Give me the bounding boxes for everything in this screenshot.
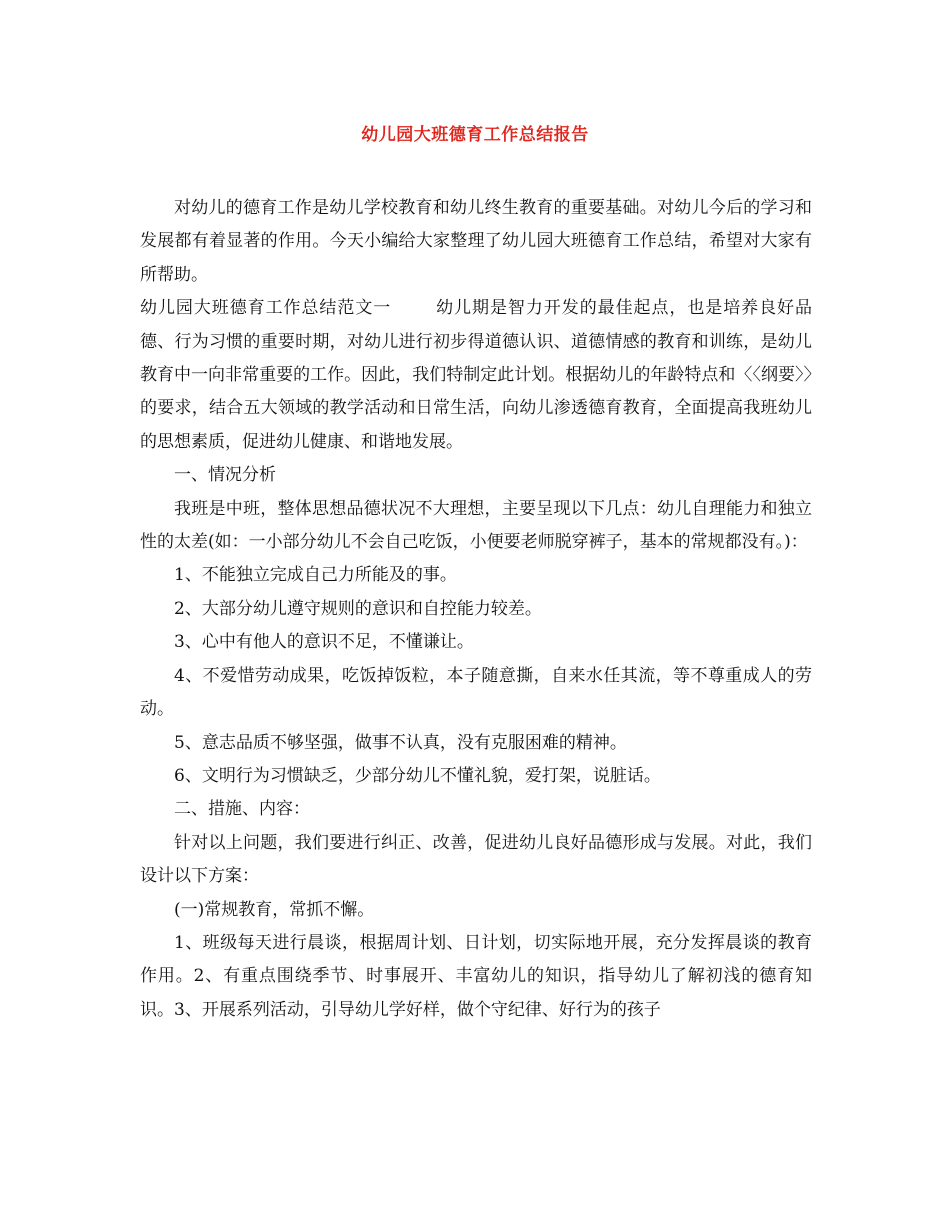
list-item-6: 6、文明行为习惯缺乏，少部分幼儿不懂礼貌，爱打架，说脏话。 <box>174 765 661 786</box>
sample-paragraph <box>140 292 812 459</box>
section2-paragraph: 针对以上问题，我们要进行纠正、改善，促进幼儿良好品德形成与发展。对此，我们设计以下方案： <box>140 832 812 887</box>
document-body <box>140 192 812 1027</box>
list-item-1: 1、不能独立完成自己力所能及的事。 <box>174 565 457 586</box>
sample-intro-text: 幼儿期是智力开发的最佳起点，也是培养良好品德、行为习惯的重要时期，对幼儿进行初步得道德认识、道德情感的教育和训练，是幼儿教育中一向非常重要的工作。因此，我们特制定此计划。根据幼儿的年龄特点和〈〈纲要〉〉的要求，结合五大领域的教学活动和日常生活，向幼儿渗透德育教育，全面提高我班幼儿的思想素质，促进幼儿健康、和谐地发展。 <box>140 298 813 452</box>
subsection1-heading: (一)常规教育，常抓不懈。 <box>174 899 375 920</box>
list-item-2: 2、大部分幼儿遵守规则的意识和自控能力较差。 <box>174 598 542 619</box>
list-item-4: 4、不爱惜劳动成果，吃饭掉饭粒，本子随意撕，自来水任其流，等不尊重成人的劳动。 <box>140 665 812 720</box>
list-item-5: 5、意志品质不够坚强，做事不认真，没有克服困难的精神。 <box>174 732 627 753</box>
intro-paragraph: 对幼儿的德育工作是幼儿学校教育和幼儿终生教育的重要基础。对幼儿今后的学习和发展都有着显著的作用。今天小编给大家整理了幼儿园大班德育工作总结，希望对大家有所帮助。 <box>140 198 812 285</box>
section1-heading: 一、情况分析 <box>174 465 276 486</box>
section1-paragraph: 我班是中班，整体思想品德状况不大理想，主要呈现以下几点：幼儿自理能力和独立性的太差(如：一小部分幼儿不会自己吃饭，小便要老师脱穿裤子，基本的常规都没有。)： <box>140 498 812 553</box>
section2-heading: 二、措施、内容： <box>174 799 310 820</box>
list-item-3: 3、心中有他人的意识不足，不懂谦让。 <box>174 632 474 653</box>
document-title: 幼儿园大班德育工作总结报告 <box>361 125 589 145</box>
subsection1-paragraph: 1、班级每天进行晨谈，根据周计划、日计划，切实际地开展，充分发挥晨谈的教育作用。2、有重点围绕季节、时事展开、丰富幼儿的知识，指导幼儿了解初浅的德育知识。3、开展系列活动，引导幼儿学好样，做个守纪律、好行为的孩子 <box>140 932 812 1020</box>
sample-heading: 幼儿园大班德育工作总结范文一 <box>140 298 392 319</box>
